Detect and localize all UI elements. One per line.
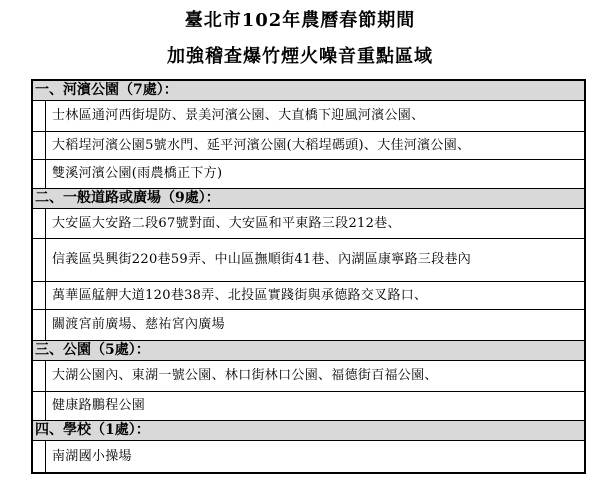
table-cell: 大湖公園內、東湖一號公園、林口街林口公園、福德街百福公園、 xyxy=(52,368,438,383)
section-header: 二、一般道路或廣場（9處）： xyxy=(33,189,584,209)
row-gutter xyxy=(33,282,46,309)
table-cell: 健康路鵬程公園 xyxy=(52,398,146,413)
table-row xyxy=(33,101,584,132)
section-riverside-parks xyxy=(33,81,584,189)
table-row xyxy=(33,160,584,188)
table-cell: 萬華區艋舺大道120巷38弄、北投區實踐街與承德路交叉路口、 xyxy=(52,287,428,303)
table-row xyxy=(33,282,584,310)
table-cell: 關渡宮前廣場、慈祐宮內廣場 xyxy=(52,317,225,332)
section-schools xyxy=(33,421,584,472)
section-header: 一、河濱公園（7處）： xyxy=(33,81,584,101)
row-gutter xyxy=(33,392,46,420)
table-row xyxy=(33,132,584,160)
table-cell: 士林區通河西街堤防、景美河濱公園、大直橋下迎風河濱公園、 xyxy=(52,108,425,123)
row-gutter xyxy=(33,132,46,159)
table-cell: 大安區大安路二段67號對面、大安區和平東路三段212巷、 xyxy=(52,215,401,231)
table-row xyxy=(33,209,584,239)
section-header: 三、公園（5處）： xyxy=(33,341,584,361)
areas-table xyxy=(31,79,586,474)
table-row xyxy=(33,310,584,340)
table-cell: 大稻埕河濱公園5號水門、延平河濱公園(大稻埕碼頭)、大佳河濱公園、 xyxy=(52,137,471,153)
row-gutter xyxy=(33,361,46,391)
row-gutter xyxy=(33,160,46,188)
row-gutter xyxy=(33,101,46,131)
section-header: 四、學校（1處）： xyxy=(33,421,584,441)
table-row xyxy=(33,441,584,472)
row-gutter xyxy=(33,209,46,238)
table-row xyxy=(33,392,584,420)
row-gutter xyxy=(33,441,46,472)
table-cell: 信義區吳興街220巷59弄、中山區撫順街41巷、內湖區康寧路三段巷內 xyxy=(52,252,472,267)
table-cell: 雙溪河濱公園(雨農橋正下方) xyxy=(52,166,223,181)
document-title: 臺北市102年農曆春節期間 xyxy=(184,10,416,31)
document-subtitle: 加強稽查爆竹煙火噪音重點區域 xyxy=(167,46,433,67)
table-row xyxy=(33,361,584,392)
table-row xyxy=(33,239,584,282)
row-gutter xyxy=(33,239,46,281)
section-roads-plazas xyxy=(33,189,584,341)
row-gutter xyxy=(33,310,46,340)
section-parks xyxy=(33,341,584,421)
table-cell: 南湖國小操場 xyxy=(52,448,132,464)
